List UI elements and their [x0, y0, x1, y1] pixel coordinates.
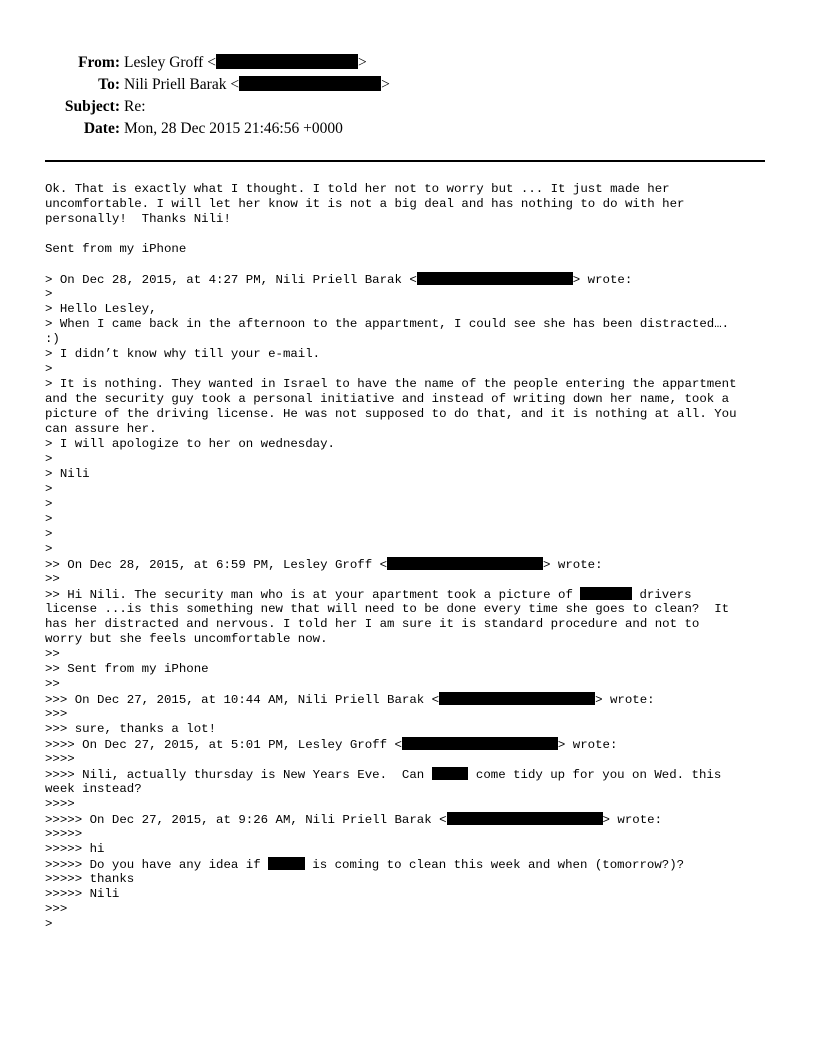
from-row — [0, 52, 816, 74]
line-text-after: drivers — [632, 588, 692, 602]
redaction-box — [268, 857, 305, 870]
line-text: >>>>> thanks — [45, 872, 135, 886]
message-line — [45, 797, 775, 812]
line-text: > — [45, 512, 53, 526]
message-line — [45, 842, 775, 857]
message-line — [45, 587, 775, 602]
message-line — [45, 872, 775, 887]
redaction-box — [417, 272, 573, 285]
line-text: >>>> — [45, 752, 75, 766]
message-line — [45, 752, 775, 767]
message-line — [45, 857, 775, 872]
line-text: worry but she feels uncomfortable now. — [45, 632, 328, 646]
line-text: >> — [45, 677, 60, 691]
subject-value: Re: — [124, 98, 146, 115]
from-label: From: — [78, 54, 120, 71]
line-text: >> — [45, 572, 60, 586]
to-name: Nili Priell Barak < — [124, 76, 240, 93]
line-text: > — [45, 497, 53, 511]
line-text: >>> — [45, 902, 68, 916]
line-text: >> Hi Nili. The security man who is at your apartment took a picture of — [45, 588, 581, 602]
line-text: > Nili — [45, 467, 90, 481]
message-line — [45, 422, 775, 437]
line-text: > — [45, 482, 53, 496]
date-label: Date: — [83, 120, 120, 137]
line-text-after: > wrote: — [572, 273, 633, 287]
header-divider — [45, 160, 765, 162]
message-line — [45, 302, 775, 317]
message-line — [45, 917, 775, 932]
redaction-box — [402, 737, 558, 750]
line-text: >>>>> Do you have any idea if — [45, 858, 269, 872]
redaction-box — [580, 587, 632, 600]
line-text: >> Sent from my iPhone — [45, 662, 209, 676]
line-text: personally! Thanks Nili! — [45, 212, 231, 226]
message-line — [45, 827, 775, 842]
message-line — [45, 287, 775, 302]
line-text: Sent from my iPhone — [45, 242, 187, 256]
line-text: uncomfortable. I will let her know it is not a big deal and has nothing to do with her — [45, 197, 685, 211]
to-row — [0, 74, 816, 96]
line-text: >>>>> — [45, 827, 83, 841]
line-text: > On Dec 28, 2015, at 4:27 PM, Nili Priell Barak < — [45, 273, 417, 287]
line-text: picture of the driving license. He was not supposed to do that, and it is nothing at all. You — [45, 407, 737, 421]
message-line — [45, 497, 775, 512]
line-text: > — [45, 917, 53, 931]
line-text: > — [45, 362, 53, 376]
line-text-after: > wrote: — [602, 813, 663, 827]
line-text-after: > wrote: — [543, 558, 603, 572]
line-text: >>> — [45, 707, 68, 721]
line-text: >>>>> Nili — [45, 887, 120, 901]
message-line — [45, 617, 775, 632]
redaction-box — [447, 812, 603, 825]
line-text: > Hello Lesley, — [45, 302, 157, 316]
line-text-after: > wrote: — [557, 738, 618, 752]
message-line — [45, 257, 775, 272]
to-value — [124, 74, 390, 96]
message-line — [45, 782, 775, 797]
message-line — [45, 767, 775, 782]
message-line — [45, 182, 775, 197]
message-line — [45, 527, 775, 542]
message-line — [45, 197, 775, 212]
subject-row — [0, 96, 816, 118]
email-header — [0, 52, 816, 142]
message-line — [45, 467, 775, 482]
message-line — [45, 557, 775, 572]
message-line — [45, 887, 775, 902]
line-text: > — [45, 287, 53, 301]
line-text: >>>> — [45, 797, 75, 811]
line-text: >>>> Nili, actually thursday is New Years Eve. Can — [45, 768, 432, 782]
message-line — [45, 242, 775, 257]
line-text: > — [45, 542, 53, 556]
redaction-box — [239, 76, 381, 91]
message-line — [45, 737, 775, 752]
message-line — [45, 272, 775, 287]
line-text: >>> sure, thanks a lot! — [45, 722, 217, 736]
message-line — [45, 647, 775, 662]
line-text: > It is nothing. They wanted in Israel to have the name of the people entering the appartment — [45, 377, 737, 391]
redaction-box — [387, 557, 543, 570]
redaction-box — [216, 54, 358, 69]
line-text: >> — [45, 647, 60, 661]
line-text: > When I came back in the afternoon to the appartment, I could see she has been distracted…. — [45, 317, 730, 331]
message-line — [45, 677, 775, 692]
message-line — [45, 542, 775, 557]
message-line — [45, 362, 775, 377]
message-line — [45, 227, 775, 242]
line-text-after: is coming to clean this week and when (tomorrow?)? — [304, 858, 685, 872]
message-line — [45, 812, 775, 827]
message-line — [45, 722, 775, 737]
to-close: > — [381, 76, 390, 93]
line-text: :) — [45, 332, 60, 346]
message-body — [45, 182, 775, 932]
from-value — [124, 52, 367, 74]
message-line — [45, 332, 775, 347]
line-text: >>>>> On Dec 27, 2015, at 9:26 AM, Nili Priell Barak < — [45, 813, 447, 827]
message-line — [45, 452, 775, 467]
line-text: and the security guy took a personal initiative and instead of writing down her name, took a — [45, 392, 730, 406]
line-text: >>> On Dec 27, 2015, at 10:44 AM, Nili Priell Barak < — [45, 693, 440, 707]
line-text: > — [45, 452, 53, 466]
message-line — [45, 377, 775, 392]
message-line — [45, 692, 775, 707]
line-text: > I didn’t know why till your e-mail. — [45, 347, 321, 361]
subject-label: Subject: — [64, 98, 120, 115]
message-line — [45, 632, 775, 647]
redaction-box — [439, 692, 595, 705]
from-close: > — [357, 54, 367, 71]
message-line — [45, 707, 775, 722]
message-line — [45, 392, 775, 407]
line-text: license ...is this something new that will need to be done every time she goes to clean? It — [45, 602, 730, 616]
line-text-after: > wrote: — [595, 693, 655, 707]
message-line — [45, 437, 775, 452]
line-text: Ok. That is exactly what I thought. I told her not to worry but ... It just made her — [45, 182, 670, 196]
redaction-box — [432, 767, 469, 780]
line-text: >>>> On Dec 27, 2015, at 5:01 PM, Lesley Groff < — [45, 738, 402, 752]
to-label: To: — [98, 76, 120, 93]
line-text: has her distracted and nervous. I told her I am sure it is standard procedure and not to — [45, 617, 700, 631]
line-text: >>>>> hi — [45, 842, 105, 856]
line-text: > I will apologize to her on wednesday. — [45, 437, 335, 451]
message-line — [45, 662, 775, 677]
message-line — [45, 407, 775, 422]
message-line — [45, 602, 775, 617]
message-line — [45, 212, 775, 227]
message-line — [45, 512, 775, 527]
line-text-after: come tidy up for you on Wed. this — [468, 768, 722, 782]
date-row — [0, 118, 816, 140]
line-text: > — [45, 527, 53, 541]
line-text: can assure her. — [45, 422, 157, 436]
message-line — [45, 482, 775, 497]
line-text: week instead? — [45, 782, 142, 796]
from-name: Lesley Groff < — [124, 54, 216, 71]
message-line — [45, 902, 775, 917]
message-line — [45, 572, 775, 587]
message-line — [45, 347, 775, 362]
line-text: >> On Dec 28, 2015, at 6:59 PM, Lesley Groff < — [45, 558, 388, 572]
message-line — [45, 317, 775, 332]
date-value: Mon, 28 Dec 2015 21:46:56 +0000 — [124, 120, 343, 137]
